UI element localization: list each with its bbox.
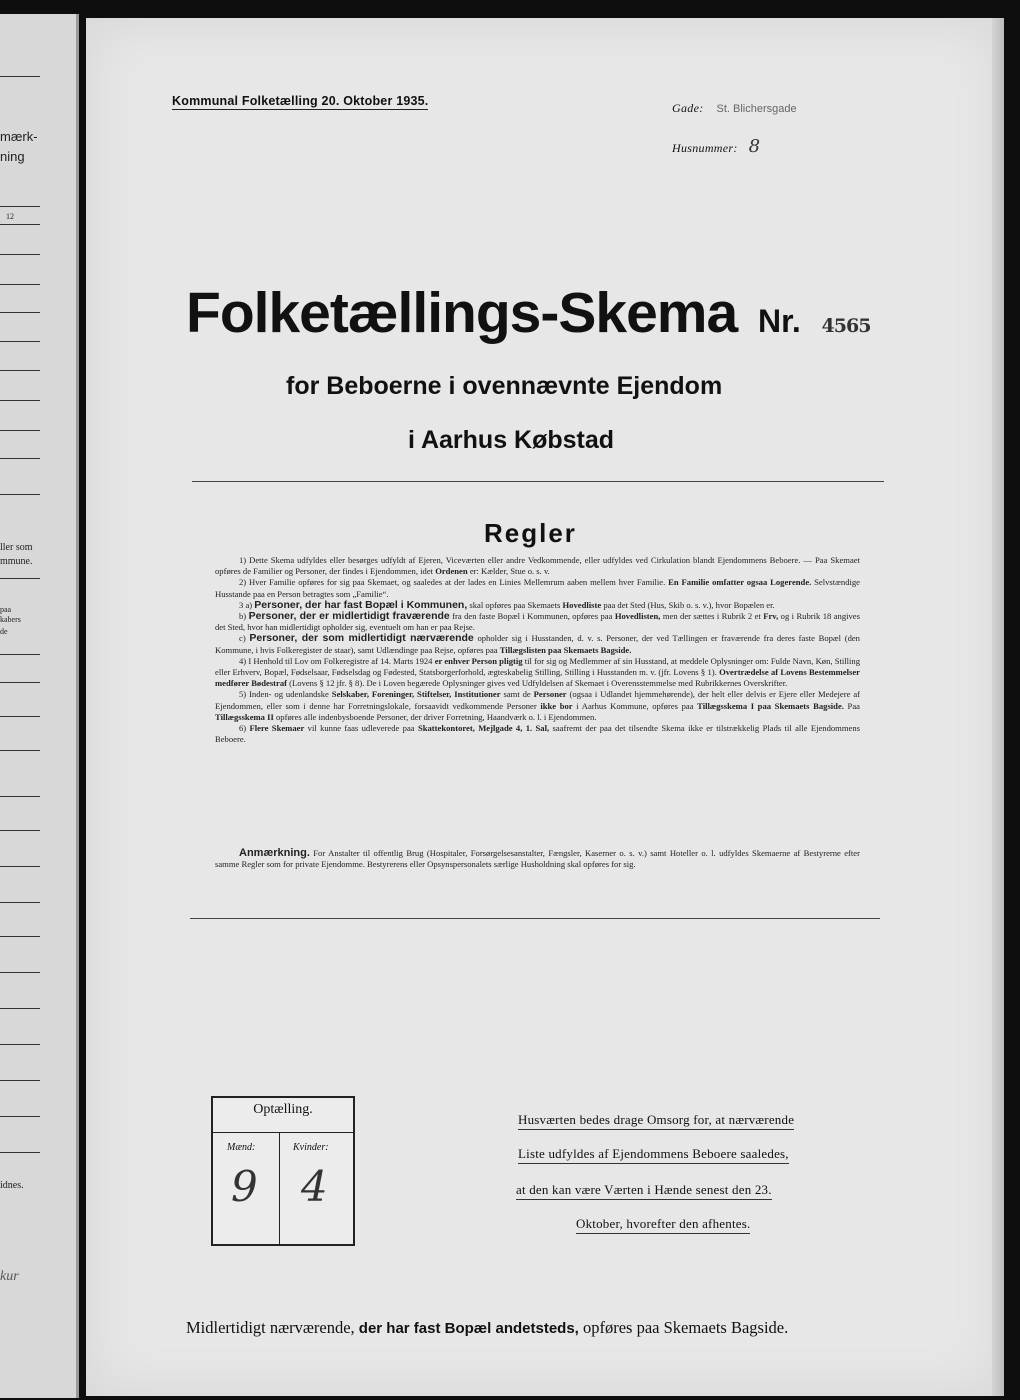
rules-heading: Regler: [484, 518, 577, 548]
left-fragment-text: ller som: [0, 542, 33, 553]
house-number-field: [672, 136, 760, 157]
rule-2: 2) Hver Familie opføres for sig paa Skemaet, og saaledes at der lades en Linies Mellemrum aaben mellem hver Familie. En Familie omfatter ogsaa Logerende. Selvstændige Husstande paa en Person betragtes som „Familie“.: [215, 577, 860, 599]
left-rule: [0, 902, 40, 903]
left-rule: [0, 972, 40, 973]
notice-line: Oktober, hvorefter den afhentes.: [576, 1216, 750, 1234]
notice-line: at den kan være Værten i Hænde senest den 23.: [516, 1182, 772, 1200]
left-rule: [0, 866, 40, 867]
women-count: 4: [301, 1162, 328, 1211]
remark-text: For Anstalter til offentlig Brug (Hospitaler, Forsørgelsesanstalter, Fængsler, Kaserner o. s. v.) samt Hoteller o. l. udfyldes Skemaerne af Bestyrerne efter samme Regler som for private Ejendomme. Bestyrerens eller Opsynspersonalets særlige Husholdning skal opføres for sig.: [215, 848, 860, 870]
left-rule: [0, 400, 40, 401]
notice-line: Liste udfyldes af Ejendommens Beboere saaledes,: [518, 1146, 789, 1164]
form-subtitle: for Beboerne i ovennævnte Ejendom: [286, 372, 723, 400]
men-label: Mænd:: [227, 1142, 256, 1153]
left-rule: [0, 458, 40, 459]
count-box-title: Optælling.: [253, 1102, 313, 1117]
divider: [190, 918, 880, 919]
left-fragment-text: paa: [0, 605, 12, 614]
left-rule: [0, 1152, 40, 1153]
rule-3c: c) Personer, der som midlertidigt nærværende opholder sig i Husstanden, d. v. s. Personer, der ved Tællingen er fraværende fra deres faste Bopæl (den Kommune, i hvis Folkeregister de staar), samt Udlændinge paa Rejse, opføres paa Tillægslisten paa Skemaets Bagside.: [215, 632, 860, 655]
divider: [192, 481, 884, 482]
left-page-fragment: [0, 14, 79, 1398]
left-fragment-text: de: [0, 627, 8, 636]
left-rule: [0, 682, 40, 683]
notice-line: Husværten bedes drage Omsorg for, at nærværende: [518, 1112, 794, 1130]
left-rule: [0, 224, 40, 225]
rule-4: 4) I Henhold til Lov om Folkeregistre af 14. Marts 1924 er enhver Person pligtig til for sig og Medlemmer af sin Husstand, at meddele Oplysninger om: Fulde Navn, Køn, Stilling eller Erhverv, Bopæl, Fødselsaar, Fødselsdag og Fødested, Statsborgerforhold, ægteskabelig Stilling, Stilling i Husstanden m. v. (jfr. Lovens § 1). Overtrædelse af Lovens Bestemmelser medfører Bødestraf (Lovens § 12 jfr. § 8). De i Loven begærede Oplysninger gives ved Udfyldelsen af Skemaet i Overensstemmelse med Rubrikkernes Overskrifter.: [215, 655, 861, 689]
left-fragment-text: mmune.: [0, 556, 33, 567]
street-value: St. Blichersgade: [716, 103, 797, 115]
men-count: 9: [231, 1162, 258, 1211]
form-title: [186, 280, 870, 346]
house-number-value: 8: [748, 136, 761, 157]
rule-1: 1) Dette Skema udfyldes eller besørges udfyldt af Ejeren, Viceværten eller andre Vedkommende, eller udfyldes ved Cirkulation blandt Ejendommens Beboere. — Paa Skemaet opføres de Familier og Personer, der findes i Ejendommen, idet Ordenen er: Kælder, Stue o. s. v.: [215, 555, 860, 577]
rule-5: 5) Inden- og udenlandske Selskaber, Foreninger, Stiftelser, Institutioner samt de Personer (ogsaa i Udlandet hjemmehørende), der helt eller delvis er Ejere eller Medejere af Ejendommen, eller som i denne har Forretningslokale, forsaavidt vedkommende Personer ikke bor i Aarhus Kommune, opføres paa Tillægsskema I paa Skemaets Bagside. Paa Tillægsskema II opføres alle indenbysboende Personer, der driver Forretning, Haandværk o. l. i Ejendommen.: [215, 689, 861, 722]
left-rule: [0, 254, 40, 255]
left-rule: [0, 370, 40, 371]
left-rule: [0, 284, 40, 285]
rule-3a: 3 a) Personer, der har fast Bopæl i Kommunen, skal opføres paa Skemaets Hovedliste paa det Sted (Hus, Skib o. s. v.), hvor Bopælen er.: [239, 598, 775, 611]
count-box-divider: [213, 1132, 353, 1133]
left-fragment-text: kabers: [0, 615, 21, 624]
left-rule: [0, 716, 40, 717]
left-rule: [0, 206, 40, 207]
rules-body: [215, 555, 860, 745]
left-handwriting: kur: [0, 1269, 19, 1284]
remark-paragraph: [215, 848, 860, 870]
form-number-label: Nr.: [758, 303, 801, 339]
count-box: [211, 1096, 355, 1246]
left-fragment-text: idnes.: [0, 1180, 24, 1191]
house-number-label: Husnummer:: [672, 141, 738, 155]
left-rule: [0, 936, 40, 937]
remark-label: Anmærkning.: [239, 847, 310, 859]
left-fragment-text: mærk-: [0, 129, 38, 144]
form-subtitle-city: i Aarhus Købstad: [408, 426, 615, 454]
rule-6: 6) Flere Skemaer vil kunne faas udleverede paa Skattekontoret, Mejlgade 4, 1. Sal, saafremt der paa det tilsendte Skema ikke er tilstrækkelig Plads til alle Ejendommens Beboere.: [215, 723, 861, 745]
left-rule: [0, 341, 40, 342]
left-rule: [0, 830, 40, 831]
left-fragment-text: ning: [0, 149, 25, 164]
street-field: [672, 101, 797, 116]
left-rule: [0, 76, 40, 77]
left-rule: [0, 654, 40, 655]
census-header: Kommunal Folketælling 20. Oktober 1935.: [172, 94, 429, 108]
footer-note: Midlertidigt nærværende, der har fast Bopæl andetsteds, opføres paa Skemaets Bagside.: [186, 1318, 789, 1337]
rule-3b: b) Personer, der er midlertidigt fraværende fra den faste Bopæl i Kommunen, opføres paa Hovedlisten, men der sættes i Rubrik 2 et Frv, og i Rubrik 18 angives det Sted, hvor han midlertidigt opholder sig, eventuelt om han er paa Rejse.: [215, 610, 860, 633]
left-rule: [0, 312, 40, 313]
count-box-column-divider: [279, 1132, 280, 1244]
left-rule: [0, 1116, 40, 1117]
left-rule: [0, 494, 40, 495]
street-label: Gade:: [672, 101, 704, 115]
left-rule: [0, 1080, 40, 1081]
form-title-main: Folketællings-Skema: [186, 281, 738, 345]
left-rule: [0, 578, 40, 579]
left-rule: [0, 796, 40, 797]
page-edge: [992, 18, 1004, 1396]
left-fragment-text: 12: [6, 212, 14, 221]
left-rule: [0, 430, 40, 431]
left-rule: [0, 1044, 40, 1045]
left-rule: [0, 750, 40, 751]
women-label: Kvinder:: [293, 1142, 329, 1153]
census-form-page: [86, 18, 1004, 1396]
form-number-value: 4565: [821, 315, 871, 337]
left-rule: [0, 1008, 40, 1009]
